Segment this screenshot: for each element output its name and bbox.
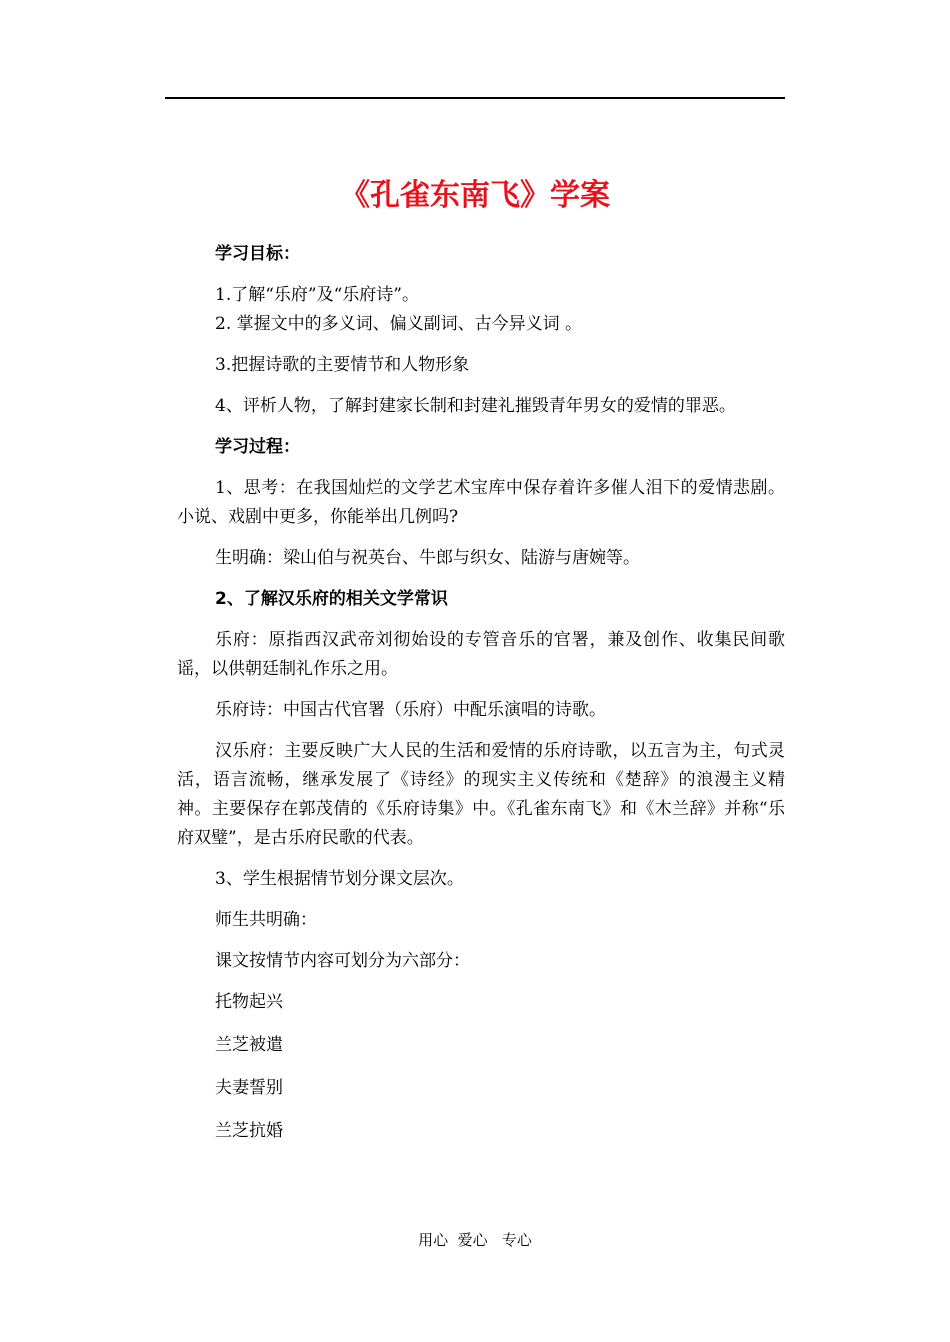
- plot-part-item: 夫妻誓别: [215, 1078, 283, 1098]
- document-body: [177, 240, 785, 1160]
- objective-item: 2. 掌握文中的多义词、偏义副词、古今异义词 。: [215, 314, 583, 334]
- body-paragraph: 课文按情节内容可划分为六部分：: [215, 951, 470, 971]
- objective-item: 4、评析人物，了解封建家长制和封建礼摧毁青年男女的爱情的罪恶。: [215, 396, 736, 416]
- body-paragraph: 汉乐府：主要反映广大人民的生活和爱情的乐府诗歌，以五言为主，句式灵活，语言流畅，继承发展了《诗经》的现实主义传统和《楚辞》的浪漫主义精神。主要保存在郭茂倩的《乐府诗集》中。《孔雀东南飞》和《木兰辞》并称“乐府双璧”，是古乐府民歌的代表。: [177, 741, 785, 848]
- plot-part-item: 托物起兴: [215, 992, 283, 1012]
- plot-part-item: 兰芝被遣: [215, 1035, 283, 1055]
- header-rule: [165, 97, 785, 99]
- document-title: 《孔雀东南飞》学案: [340, 178, 610, 213]
- subsection-heading: 2、了解汉乐府的相关文学常识: [215, 589, 448, 609]
- objective-item: 1.了解“乐府”及“乐府诗”。: [215, 285, 419, 305]
- page-footer: 用心 爱心 专心: [418, 1231, 532, 1249]
- plot-part-item: 兰芝抗婚: [215, 1121, 283, 1141]
- body-paragraph: 1、思考：在我国灿烂的文学艺术宝库中保存着许多催人泪下的爱情悲剧。小说、戏剧中更多，你能举出几例吗?: [177, 478, 785, 527]
- body-paragraph: 乐府诗：中国古代官署（乐府）中配乐演唱的诗歌。: [215, 700, 606, 720]
- section-heading-process: 学习过程：: [215, 437, 300, 457]
- body-paragraph: 生明确：梁山伯与祝英台、牛郎与织女、陆游与唐婉等。: [215, 548, 640, 568]
- body-paragraph: 3、学生根据情节划分课文层次。: [215, 869, 464, 889]
- objective-item: 3.把握诗歌的主要情节和人物形象: [215, 355, 470, 375]
- body-paragraph: 乐府：原指西汉武帝刘彻始设的专管音乐的官署，兼及创作、收集民间歌谣，以供朝廷制礼作乐之用。: [177, 630, 785, 679]
- section-heading-objectives: 学习目标：: [215, 244, 300, 264]
- body-paragraph: 师生共明确：: [215, 910, 317, 930]
